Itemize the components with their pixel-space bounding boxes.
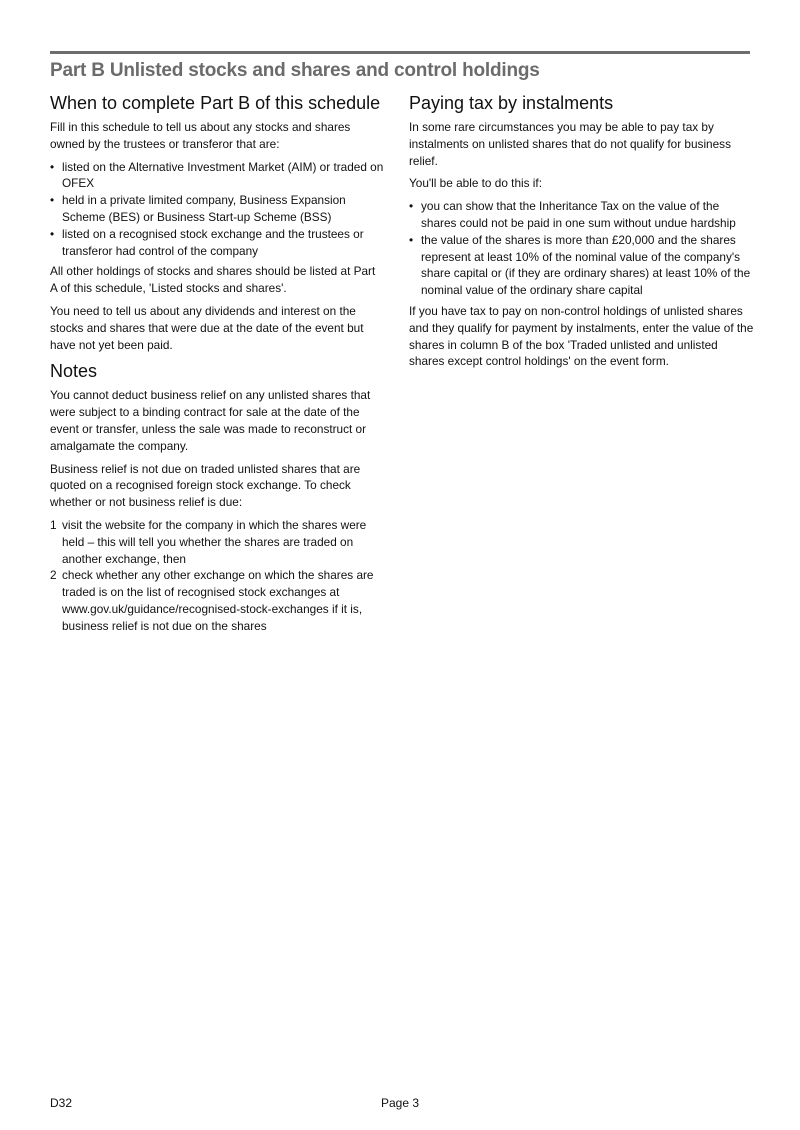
notes-paragraph-1: You cannot deduct business relief on any unlisted shares that were subject to a binding contract for sale at the date of the event or transfer, unless the sale was made to reconstruct or amalgamate the company. bbox=[50, 388, 371, 453]
right-column bbox=[409, 93, 754, 376]
bullet-icon: • bbox=[50, 193, 55, 208]
part-title: Part B Unlisted stocks and shares and control holdings bbox=[50, 60, 540, 81]
dividends-paragraph: You need to tell us about any dividends and interest on the stocks and shares that were due at the date of the event but have not yet been paid. bbox=[50, 303, 364, 352]
section-heading-paying-by-instalments: Paying tax by instalments bbox=[409, 93, 614, 113]
holdings-bullet-list bbox=[50, 159, 385, 260]
intro-paragraph: Fill in this schedule to tell us about any stocks and shares owned by the trustees or transferor that are: bbox=[50, 120, 351, 151]
list-item: 1 visit the website for the company in which the shares were held – this will tell you whether the shares are traded on another exchange, then bbox=[50, 517, 367, 566]
instalments-paragraph-2: You'll be able to do this if: bbox=[409, 176, 542, 191]
instalments-paragraph-1: In some rare circumstances you may be able to pay tax by instalments on unlisted shares that do not qualify for business relief. bbox=[409, 120, 731, 168]
left-column bbox=[50, 93, 385, 639]
list-item: 2 check whether any other exchange on which the shares are traded is on the list of recognised stock exchanges at www.gov.uk/guidance/recognised-stock-exchanges if it is, business relief is not due on the shares bbox=[50, 568, 374, 633]
bullet-icon: • bbox=[50, 159, 55, 174]
instalments-paragraph-3: If you have tax to pay on non-control holdings of unlisted shares and they qualify for payment by instalments, enter the value of the shares in column B of the box 'Traded unlisted and unlisted shares except control holdings' on the event form. bbox=[409, 303, 754, 369]
step-number: 2 bbox=[50, 568, 57, 583]
notes-paragraph-2: Business relief is not due on traded unlisted shares that are quoted on a recognised foreign stock exchange. To check whether or not business relief is due: bbox=[50, 461, 361, 510]
bullet-icon: • bbox=[409, 199, 414, 214]
other-holdings-paragraph: All other holdings of stocks and shares should be listed at Part A of this schedule, 'Listed stocks and shares'. bbox=[50, 264, 376, 296]
list-item: • held in a private limited company, Business Expansion Scheme (BES) or Business Start-up Scheme (BSS) bbox=[50, 193, 346, 224]
step-number: 1 bbox=[50, 517, 57, 532]
bullet-icon: • bbox=[50, 226, 55, 241]
section-heading-when-to-complete: When to complete Part B of this schedule bbox=[50, 93, 381, 113]
conditions-bullet-list bbox=[409, 198, 754, 299]
bullet-icon: • bbox=[409, 232, 414, 247]
list-item: • the value of the shares is more than £20,000 and the shares represent at least 10% of the nominal value of the company's share capital or (if they are ordinary shares) at least 10% of the nominal value of the ordinary share capital bbox=[409, 232, 751, 298]
steps-numbered-list bbox=[50, 517, 385, 635]
form-code: D32 bbox=[50, 1096, 73, 1110]
section-heading-notes: Notes bbox=[50, 361, 98, 382]
page-number: Page 3 bbox=[380, 1096, 420, 1110]
list-item: • you can show that the Inheritance Tax on the value of the shares could not be paid in one sum without undue hardship bbox=[409, 199, 736, 230]
list-item: • listed on a recognised stock exchange and the trustees or transferor had control of the company bbox=[50, 226, 364, 258]
top-rule bbox=[50, 51, 750, 54]
list-item: • listed on the Alternative Investment Market (AIM) or traded on OFEX bbox=[50, 159, 384, 191]
